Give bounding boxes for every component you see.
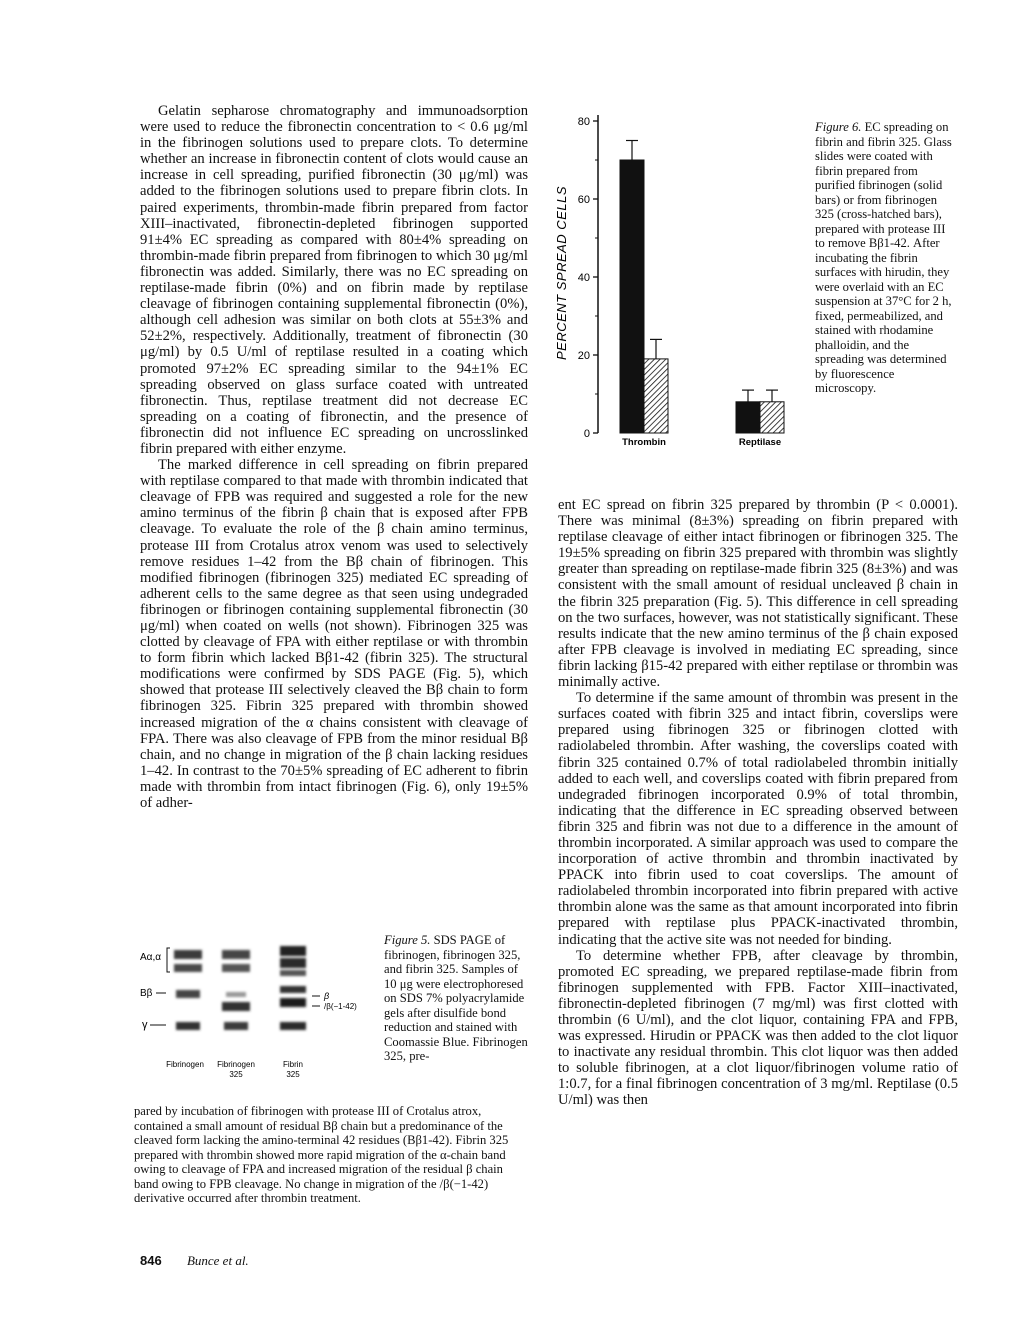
figure-6-caption: [815, 120, 958, 396]
figure-5-caption-continued: pared by incubation of fibrinogen with protease III of Crotalus atrox, contained a small amount of residual Bβ chain but a predominance of the cleaved form lacking the amino-terminal 42 residues (Bβ1-42). Fibrin 325 prepared with thrombin showed more rapid migration of the α-chain band owing to cleavage of FPA and increased migration of the residual β chain band owing to FPB cleavage. No change in migration of the /β(−1-42) derivative occurred after thrombin treatment.: [134, 1104, 509, 1205]
x-category-label: Thrombin: [622, 437, 666, 448]
x-category-label: Reptilase: [738, 437, 782, 448]
bar-hatched: [760, 402, 784, 433]
band-label-beta: β: [324, 991, 330, 1001]
paragraph: Gelatin sepharose chromatography and immunoadsorption were used to reduce the fibronectin concentration to < 0.6 μg/ml in the fibrinogen solutions used to prepare clots. To determine whether an increase in fibronectin content of clots would cause an increase in cell spreading, purified fibronectin (30 μg/ml) was added to the fibrinogen solutions used to prepare fibrin clots. In paired experiments, thrombin-made fibrin prepared from factor XIII–inactivated, fibronectin-depleted fibrinogen supported 91±4% EC spreading as compared with 80±4% spreading on thrombin-made fibrin prepared from fibrinogen to which 30 μg/ml fibronectin was added. Similarly, there was no EC spreading on reptilase-made fibrin (0%) and on fibrin made by reptilase cleavage of fibrinogen containing supplemental fibronectin (0%), although cell adhesion was similar on both clots at 55±3% and 52±2%, respectively. Additionally, treatment of fibronectin (30 μg/ml) by 0.5 U/ml of reptilase resulted in a coating which promoted 97±2% EC spreading similar to the 94±1% EC spreading observed on glass surface coated with untreated fibronectin. Thus, reptilase treatment did not decrease EC spreading on a coating of fibronectin, and the presence of fibronectin did not influence EC spreading on uncrosslinked fibrin prepared with either enzyme.: [140, 103, 528, 457]
figure-5-caption: [384, 933, 532, 1064]
y-tick-label: 60: [577, 194, 590, 206]
gel-lane-3: [280, 946, 306, 1030]
lane-label: 325: [286, 1070, 300, 1079]
lane-label: 325: [229, 1070, 243, 1079]
lane-label: Fibrin: [282, 1060, 304, 1069]
figure-5-gel-image: [140, 932, 380, 1092]
band-label-a-alpha: Aα,α: [140, 952, 162, 963]
bracket-icon: [167, 948, 170, 972]
figure-6-label: Figure 6.: [815, 120, 862, 134]
right-column: [558, 497, 958, 1109]
lane-label: Fibrinogen: [166, 1060, 204, 1069]
figure-6-caption-text: EC spreading on fibrin and fibrin 325. Glass slides were coated with fibrin prepared from purified fibrinogen (solid bars) or from fibrinogen 325 (cross-hatched bars), prepared with protease III to remove Bβ1-42. After incubating the fibrin surfaces with hirudin, they were overlaid with an EC suspension at 37°C for 2 h, fixed, permeabilized, and stained with rhodamine phalloidin, and the spreading was determined by fluorescence microscopy.: [815, 120, 952, 395]
paragraph: The marked difference in cell spreading on fibrin prepared with reptilase compared to that made with thrombin indicated that cleavage of FPB was required and suggested a role for the new amino terminus of the fibrin β chain that is exposed after FPB cleavage. To evaluate the role of the β chain amino terminus, protease III from Crotalus atrox venom was used to selectively remove residues 1–42 from the Bβ chain of fibrinogen. This modified fibrinogen (fibrinogen 325) mediated EC spreading of adherent cells to the same degree as that seen using undegraded fibrinogen or fibrinogen containing supplemental fibronectin (30 μg/ml) when coated on wells (not shown). Fibrinogen 325 was clotted by cleavage of FPA with either reptilase or with thrombin to form fibrin which lacked Bβ1-42 (fibrin 325). The structural modifications were confirmed by SDS PAGE (Fig. 5), which showed that protease III selectively cleaved the Bβ chain to form fibrinogen 325. Fibrin 325 prepared with thrombin showed increased migration of the α chains consistent with cleavage of FPA. There was also cleavage of FPB from the minor residual Bβ chain, and no change in migration of the β chain lacking residues 1–42. In contrast to the 70±5% spreading of EC adherent to fibrin made with thrombin from intact fibrinogen (Fig. 6), only 19±5% of adher-: [140, 457, 528, 812]
paragraph: ent EC spread on fibrin 325 prepared by thrombin (P < 0.0001). There was minimal (8±3%) spreading on fibrin prepared with reptilase cleavage of either intact fibrinogen or fibrinogen 325. The 19±5% spreading on fibrin 325 prepared with thrombin was slightly greater than spreading on reptilase-made fibrin 325 (8±3%) and was consistent with the small amount of residual uncleaved β chain in the fibrin 325 preparation (Fig. 5). This difference in cell spreading on the two surfaces, however, was not statistically significant. These results indicate that the new amino terminus of the β chain exposed after FPB cleavage is involved in mediating EC spreading, since fibrin lacking β15-42 prepared with either reptilase or thrombin was minimally active.: [558, 497, 958, 691]
band-label-gamma: γ: [142, 1019, 148, 1031]
figure-5-caption-text: SDS PAGE of fibrinogen, fibrinogen 325, and fibrin 325. Samples of 10 μg were electrophoresed on SDS 7% polyacrylamide gels after disulfide bond reduction and stained with Coomassie Blue. Fibrinogen 325, pre-: [384, 933, 528, 1063]
y-tick-label: 0: [583, 428, 590, 440]
paragraph: To determine if the same amount of thrombin was present in the surfaces coated with fibrin 325 and intact fibrin, coverslips were prepared using fibrinogen 325 or fibrinogen clotted with radiolabeled thrombin. After washing, the coverslips coated with fibrin 325 contained 0.7% of total radiolabeled thrombin initially added to each well, and coverslips coated with fibrin prepared from undegraded fibrinogen incorporated 0.9% of total thrombin, indicating that the difference in EC spreading observed between fibrin 325 and fibrin was not due to a difference in the amount of thrombin incorporated. A similar approach was used to compare the incorporation of active thrombin and thrombin inactivated by PPACK into fibrin used to coat coverslips. The amount of radiolabeled thrombin incorporated into fibrin prepared with active thrombin alone was the same as that amount incorporated into fibrin prepared with reptilase plus PPACK-inactivated thrombin, indicating that the active site was not needed for binding.: [558, 690, 958, 948]
left-column: [140, 103, 528, 811]
y-tick-label: 80: [577, 116, 590, 128]
figure-5-label: Figure 5.: [384, 933, 431, 947]
gel-lane-2: [222, 950, 250, 1030]
paragraph: To determine whether FPB, after cleavage by thrombin, promoted EC spreading, we prepared reptilase-made fibrin from fibrinogen supplemented with FPB. Factor XIII–inactivated, fibronectin-depleted fibrinogen (7 mg/ml) was first clotted with thrombin (6 U/ml), and the clot liquor, containing FPA and FPB, was expressed. Hirudin or PPACK was then added to the clot liquor to inactivate any residual thrombin. This clot liquor was then added to soluble fibrinogen, at a clot liquor/fibrinogen volume ratio of 1:0.7, for a final fibrinogen concentration of 3 mg/ml. Reptilase (0.5 U/ml) was then: [558, 947, 958, 1109]
figure-6-chart: [548, 103, 808, 463]
bar-solid: [736, 402, 760, 433]
band-label-beta-minus: /β(−1-42): [324, 1002, 357, 1011]
gel-lane-1: [174, 950, 202, 1030]
lane-label: Fibrinogen: [217, 1060, 255, 1069]
bar-solid: [620, 160, 644, 433]
y-tick-label: 40: [577, 272, 590, 284]
bar-chart: [548, 103, 808, 463]
y-axis-label: PERCENT SPREAD CELLS: [554, 186, 569, 360]
bar-hatched: [644, 359, 668, 433]
running-authors: Bunce et al.: [186, 1253, 249, 1268]
page-number: 846: [140, 1253, 162, 1268]
band-label-b-beta: Bβ: [140, 988, 153, 999]
y-tick-label: 20: [577, 350, 590, 362]
page-footer: [140, 1253, 249, 1269]
sds-page-gel: [140, 932, 380, 1092]
